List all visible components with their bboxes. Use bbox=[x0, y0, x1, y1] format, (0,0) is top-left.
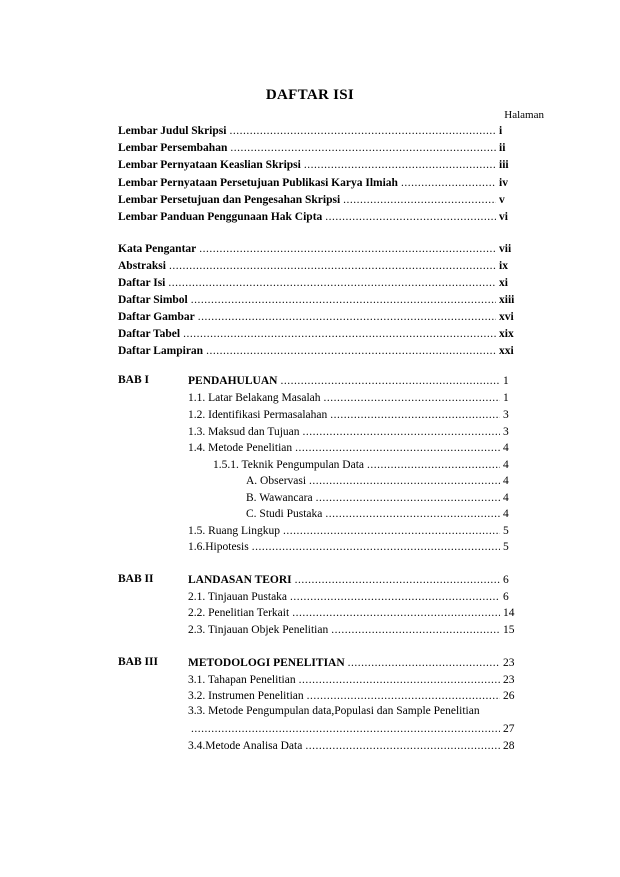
toc-entry[interactable]: 1.4. Metode Penelitian ..... 4 bbox=[188, 441, 515, 455]
dot-leader bbox=[169, 259, 496, 273]
toc-chapter[interactable]: METODOLOGI PENELITIAN ..... 23 bbox=[188, 656, 515, 670]
dot-leader bbox=[307, 689, 500, 703]
dot-leader bbox=[191, 293, 496, 307]
toc-entry[interactable]: Daftar Simbol ..... xiii bbox=[118, 293, 513, 307]
dot-leader bbox=[299, 673, 500, 687]
toc-entry-label[interactable]: 3.3. Metode Pengumpulan data,Populasi dan Sample Penelitian bbox=[188, 705, 480, 717]
dot-leader bbox=[199, 242, 496, 256]
dot-leader bbox=[290, 590, 500, 604]
dot-leader bbox=[343, 193, 496, 207]
toc-entry[interactable]: 1.3. Maksud dan Tujuan ..... 3 bbox=[188, 425, 515, 439]
dot-leader bbox=[283, 524, 500, 538]
dot-leader bbox=[331, 623, 500, 637]
toc-entry[interactable]: Lembar Persembahan ..... ii bbox=[118, 141, 513, 155]
dot-leader bbox=[230, 141, 496, 155]
dot-leader bbox=[316, 491, 500, 505]
toc-entry[interactable]: 2.2. Penelitian Terkait ..... 14 bbox=[188, 606, 515, 620]
dot-leader bbox=[309, 474, 500, 488]
toc-entry[interactable]: 2.1. Tinjauan Pustaka ..... 6 bbox=[188, 590, 515, 604]
toc-entry[interactable]: B. Wawancara ..... 4 bbox=[246, 491, 515, 505]
dot-leader bbox=[252, 540, 500, 554]
dot-leader bbox=[325, 507, 500, 521]
dot-leader bbox=[305, 739, 500, 753]
toc-chapter[interactable]: LANDASAN TEORI ..... 6 bbox=[188, 573, 515, 587]
toc-entry[interactable]: 1.1. Latar Belakang Masalah ..... 1 bbox=[188, 391, 515, 405]
chapter-number: BAB II bbox=[118, 573, 154, 585]
chapter-number: BAB I bbox=[118, 374, 149, 386]
dot-leader bbox=[324, 391, 500, 405]
dot-leader bbox=[304, 158, 496, 172]
toc-entry[interactable]: Daftar Isi ..... xi bbox=[118, 276, 513, 290]
dot-leader bbox=[168, 276, 496, 290]
dot-leader bbox=[295, 573, 500, 587]
toc-entry[interactable]: Lembar Pernyataan Keaslian Skripsi ..... iii bbox=[118, 158, 513, 172]
dot-leader bbox=[206, 344, 496, 358]
halaman-label: Halaman bbox=[504, 109, 544, 121]
toc-entry[interactable]: Daftar Gambar ..... xvi bbox=[118, 310, 513, 324]
toc-entry[interactable]: Daftar Tabel ..... xix bbox=[118, 327, 513, 341]
dot-leader bbox=[401, 176, 496, 190]
toc-entry[interactable]: 1.5.1. Teknik Pengumpulan Data ..... 4 bbox=[213, 458, 515, 472]
toc-entry[interactable]: Abstraksi ..... ix bbox=[118, 259, 513, 273]
dot-leader bbox=[280, 374, 500, 388]
dot-leader bbox=[198, 310, 496, 324]
dot-leader bbox=[325, 210, 496, 224]
toc-entry[interactable]: Kata Pengantar ..... vii bbox=[118, 242, 513, 256]
toc-entry[interactable]: Lembar Judul Skripsi ..... i bbox=[118, 124, 513, 138]
dot-leader bbox=[295, 441, 500, 455]
toc-chapter[interactable]: PENDAHULUAN ..... 1 bbox=[188, 374, 515, 388]
toc-entry[interactable]: C. Studi Pustaka ..... 4 bbox=[246, 507, 515, 521]
toc-entry[interactable]: 3.2. Instrumen Penelitian ..... 26 bbox=[188, 689, 515, 703]
dot-leader bbox=[367, 458, 500, 472]
toc-entry[interactable]: Lembar Persetujuan dan Pengesahan Skripsi ..... v bbox=[118, 193, 513, 207]
dot-leader bbox=[330, 408, 500, 422]
toc-entry[interactable]: Lembar Pernyataan Persetujuan Publikasi Karya Ilmiah ..... iv bbox=[118, 176, 513, 190]
toc-entry[interactable]: 1.5. Ruang Lingkup ..... 5 bbox=[188, 524, 515, 538]
dot-leader bbox=[348, 656, 500, 670]
toc-entry[interactable]: 1.2. Identifikasi Permasalahan ..... 3 bbox=[188, 408, 515, 422]
dot-leader bbox=[292, 606, 500, 620]
dot-leader bbox=[183, 327, 496, 341]
toc-entry[interactable]: 1.6.Hipotesis ..... 5 bbox=[188, 540, 515, 554]
toc-entry[interactable]: 3.1. Tahapan Penelitian ..... 23 bbox=[188, 673, 515, 687]
dot-leader bbox=[303, 425, 501, 439]
toc-entry[interactable]: 2.3. Tinjauan Objek Penelitian ..... 15 bbox=[188, 623, 515, 637]
toc-entry[interactable]: 3.4.Metode Analisa Data ..... 28 bbox=[188, 739, 515, 753]
chapter-number: BAB III bbox=[118, 656, 158, 668]
dot-leader bbox=[191, 722, 500, 736]
toc-entry[interactable]: A. Observasi ..... 4 bbox=[246, 474, 515, 488]
page-title: DAFTAR ISI bbox=[265, 87, 355, 103]
toc-entry[interactable]: Daftar Lampiran ..... xxi bbox=[118, 344, 513, 358]
toc-entry[interactable]: Lembar Panduan Penggunaan Hak Cipta ..... vi bbox=[118, 210, 513, 224]
toc-entry[interactable]: ..... 27 bbox=[188, 722, 515, 736]
dot-leader bbox=[229, 124, 496, 138]
